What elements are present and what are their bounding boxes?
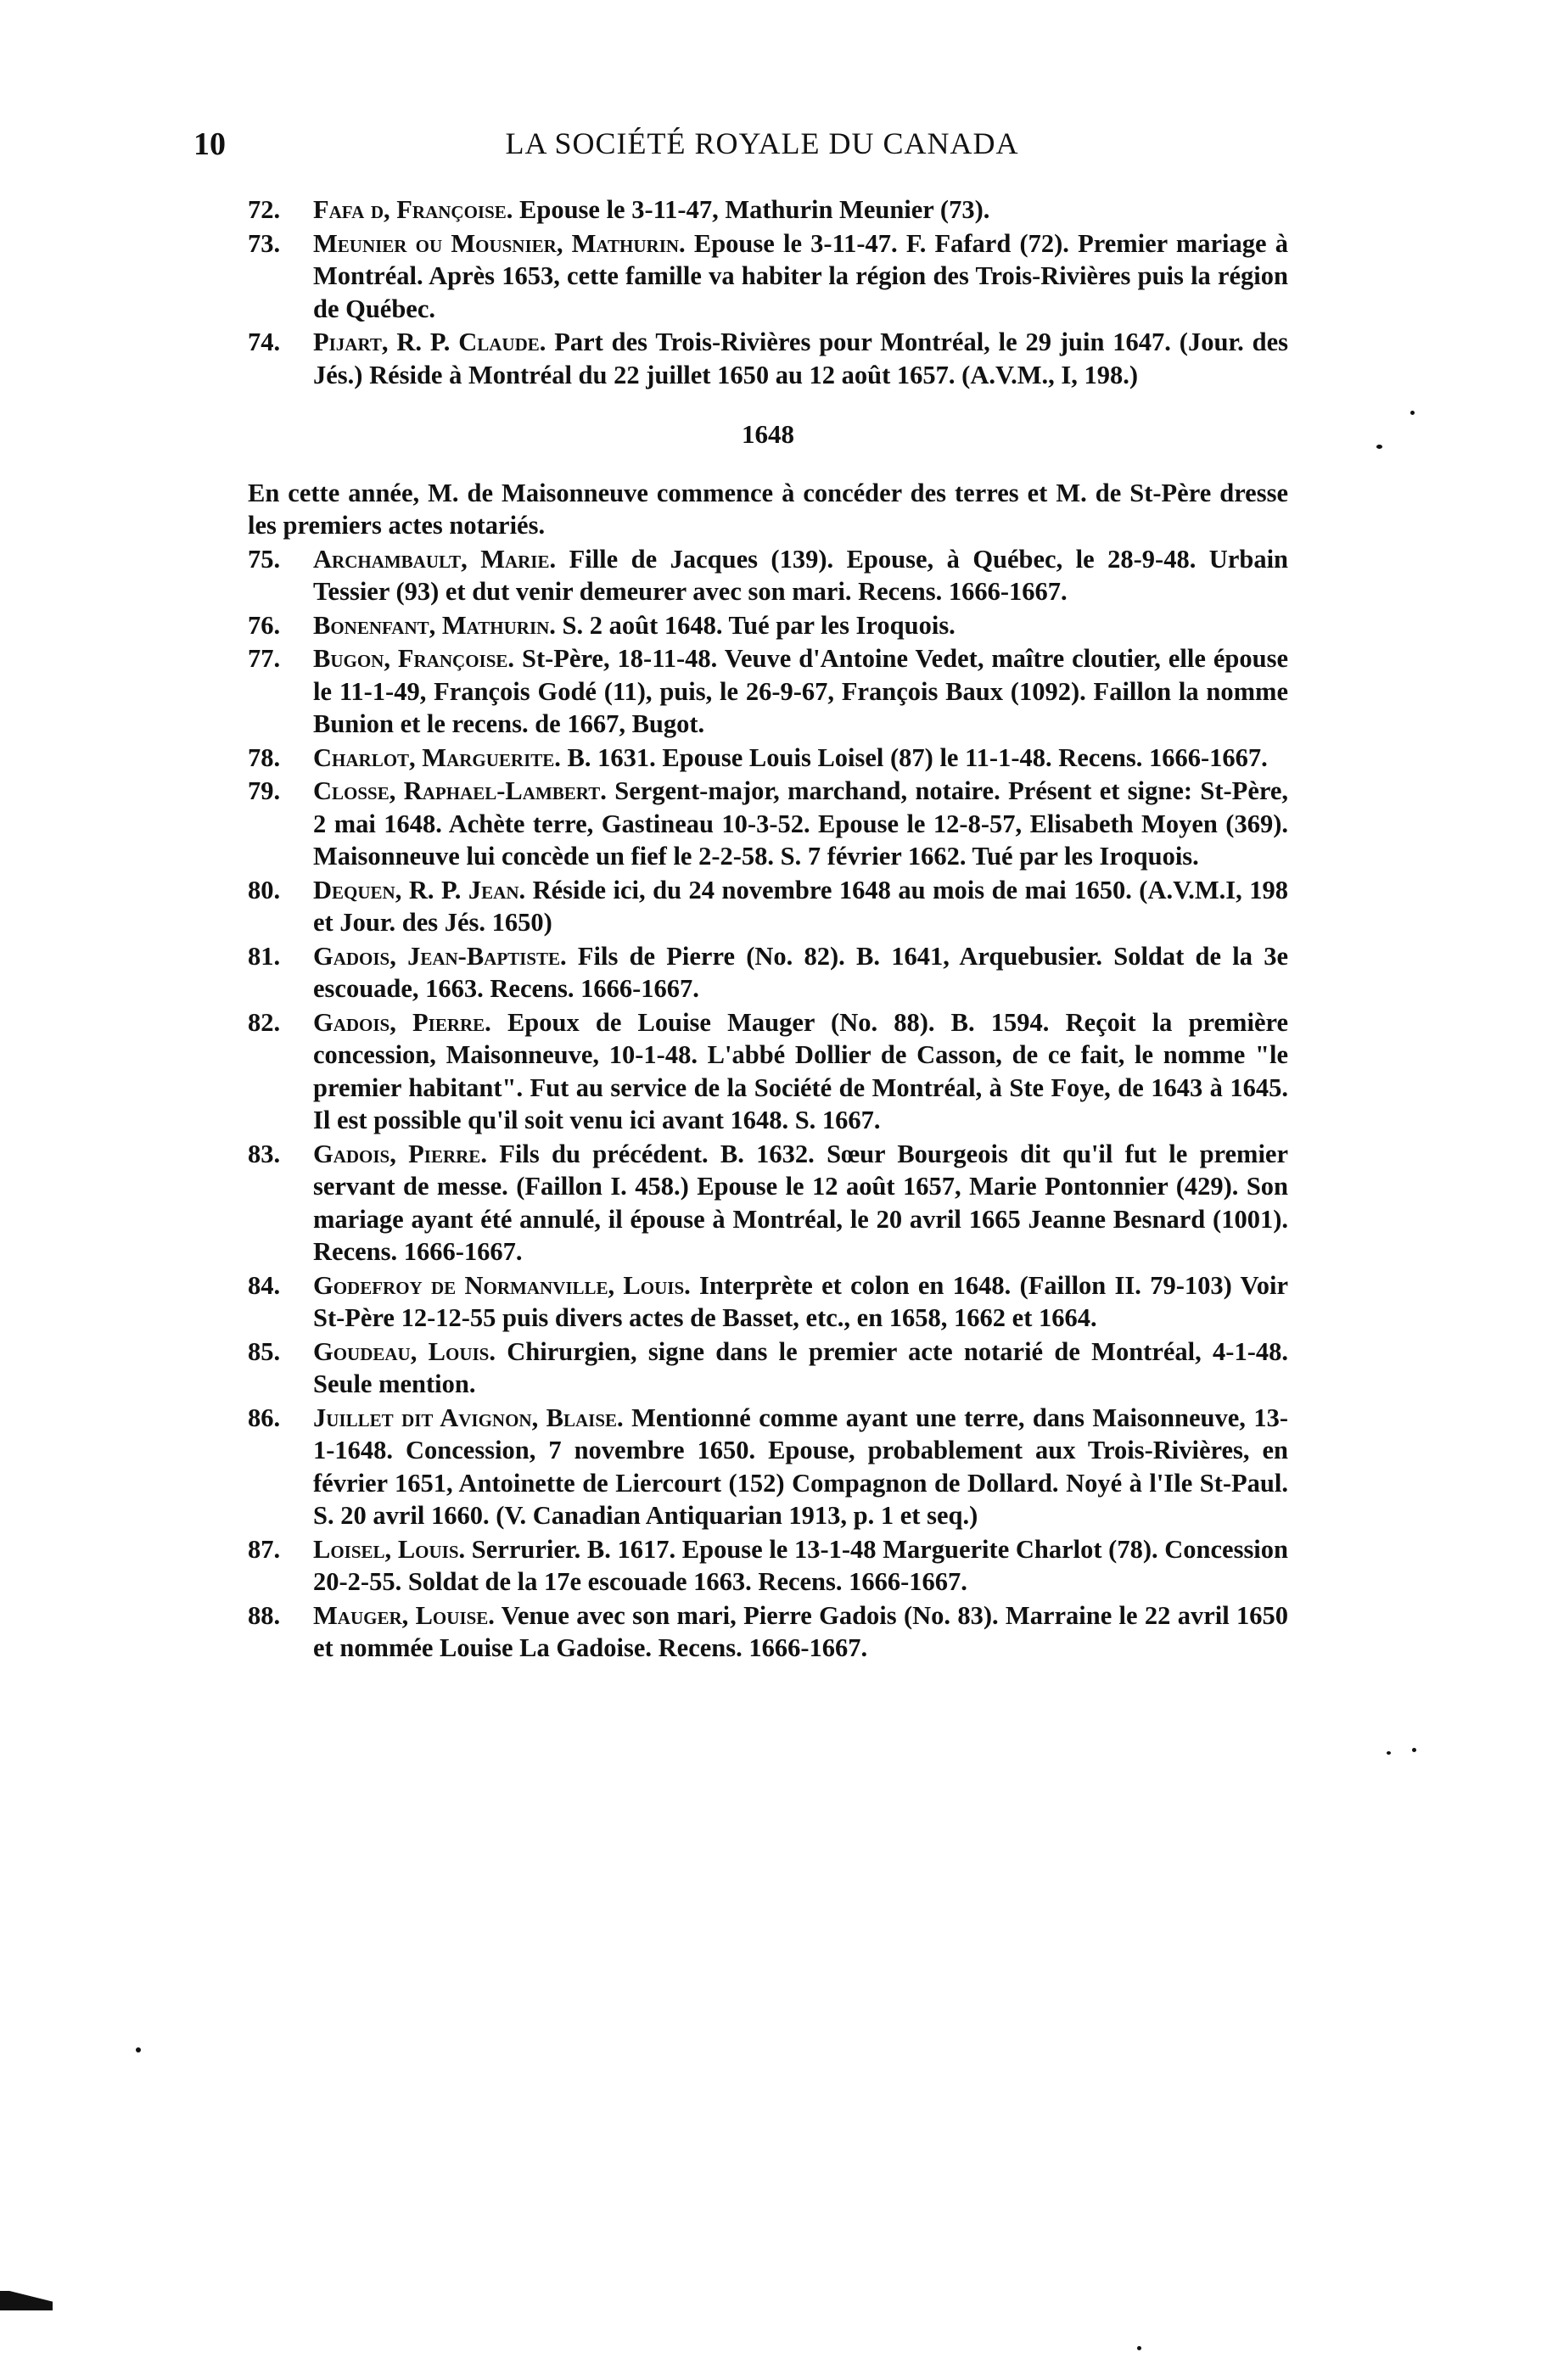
entry-name: Bugon, Françoise.	[313, 644, 515, 673]
scan-speck	[1387, 1751, 1391, 1755]
entry-text: Mentionné comme ayant une terre, dans Maisonneuve, 13-1-1648. Concession, 7 novembre 1650. Epouse, probablement aux Trois-Rivières, en février 1651, Antoinette de Liercourt (152) Compagnon de Dollard. Noyé à l'Ile St-Paul. S. 20 avril 1660. (V. Canadian Antiquarian 1913, p. 1 et seq.)	[313, 1403, 1289, 1530]
entry-number: 88.	[248, 1600, 281, 1630]
entry-number: 75.	[248, 544, 281, 574]
entry-name: Closse, Raphael-Lambert.	[313, 776, 607, 805]
entry-text: St-Père, 18-11-48. Veuve d'Antoine Vedet, maître cloutier, elle épouse le 11-1-49, François Godé (11), puis, le 26-9-67, François Baux (1092). Faillon la nomme Bunion et le recens. de 1667, Bugot.	[313, 644, 1288, 738]
entry-82	[248, 1006, 1288, 1137]
entry-75	[248, 543, 1288, 608]
entry-81	[248, 940, 1288, 1005]
entry-78	[248, 742, 1288, 775]
entry-number: 79.	[248, 776, 281, 805]
entry-name: Gadois, Jean-Baptiste.	[313, 941, 567, 971]
entry-text: Fils du précédent. B. 1632. Sœur Bourgeois dit qu'il fut le premier servant de messe. (Faillon I. 458.) Epouse le 12 août 1657, Marie Pontonnier (429). Son mariage ayant été annulé, il épouse à Montréal, le 20 avril 1665 Jeanne Besnard (1001). Recens. 1666-1667.	[313, 1139, 1289, 1266]
entry-number: 84.	[248, 1270, 281, 1300]
entry-76	[248, 609, 1288, 642]
entry-86	[248, 1402, 1288, 1532]
entry-text: Sergent-major, marchand, notaire. Présent et signe: St-Père, 2 mai 1648. Achète terre, Gastineau 10-3-52. Epouse le 12-8-57, Elisabeth Moyen (369). Maisonneuve lui concède un fief le 2-2-58. S. 7 février 1662. Tué par les Iroquois.	[313, 776, 1289, 871]
entry-text: Fille de Jacques (139). Epouse, à Québec, le 28-9-48. Urbain Tessier (93) et dut venir demeurer avec son mari. Recens. 1666-1667.	[313, 544, 1289, 606]
entry-73	[248, 227, 1288, 326]
entry-85	[248, 1336, 1288, 1401]
entry-name: Archambault, Marie.	[313, 544, 557, 574]
entry-text: B. 1631. Epouse Louis Loisel (87) le 11-1-48. Recens. 1666-1667.	[560, 742, 1268, 772]
scan-speck	[1410, 411, 1415, 415]
page-number: 10	[193, 126, 226, 162]
entry-79	[248, 775, 1288, 873]
entry-text: Venue avec son mari, Pierre Gadois (No. 83). Marraine le 22 avril 1650 et nommée Louise La Gadoise. Recens. 1666-1667.	[313, 1600, 1288, 1662]
entry-name: Juillet dit Avignon, Blaise.	[313, 1403, 624, 1432]
entry-number: 76.	[248, 610, 281, 640]
entry-text: Chirurgien, signe dans le premier acte notarié de Montréal, 4-1-48. Seule mention.	[313, 1336, 1288, 1398]
year-heading: 1648	[742, 419, 794, 449]
entry-88	[248, 1599, 1288, 1665]
entry-number: 77.	[248, 644, 281, 673]
scan-speck	[1376, 445, 1382, 449]
running-title: LA SOCIÉTÉ ROYALE DU CANADA	[505, 126, 1019, 160]
entry-80	[248, 874, 1288, 939]
entry-number: 86.	[248, 1403, 281, 1432]
entry-number: 85.	[248, 1336, 281, 1366]
entry-name: Charlot, Marguerite.	[313, 742, 561, 772]
entry-83	[248, 1138, 1288, 1268]
entry-text: Epouse le 3-11-47. F. Fafard (72). Premier mariage à Montréal. Après 1653, cette famille va habiter la région des Trois-Rivières puis la région de Québec.	[313, 228, 1288, 323]
entry-name: Gadois, Pierre.	[313, 1007, 491, 1037]
entry-number: 81.	[248, 941, 281, 971]
entry-74	[248, 326, 1288, 391]
body-text	[248, 193, 1288, 1666]
entry-72	[248, 193, 1288, 227]
entry-77	[248, 642, 1288, 741]
entry-name: Mauger, Louise.	[313, 1600, 495, 1630]
entry-name: Loisel, Louis.	[313, 1534, 466, 1564]
entry-number: 87.	[248, 1534, 281, 1564]
page-header	[193, 126, 1331, 170]
entry-text: Epoux de Louise Mauger (No. 88). B. 1594. Reçoit la première concession, Maisonneuve, 10-1-48. L'abbé Dollier de Casson, de ce fait, le nomme "le premier habitant". Fut au service de la Société de Montréal, à Ste Foye, de 1643 à 1645. Il est possible qu'il soit venu ici avant 1648. S. 1667.	[313, 1007, 1289, 1134]
scan-speck	[136, 2047, 141, 2052]
entry-text: Réside ici, du 24 novembre 1648 au mois de mai 1650. (A.V.M.I, 198 et Jour. des Jés. 1650)	[313, 875, 1288, 937]
entry-number: 80.	[248, 875, 281, 904]
entry-text: Epouse le 3-11-47, Mathurin Meunier (73).	[513, 195, 990, 224]
entry-number: 74.	[248, 328, 281, 356]
entry-number: 83.	[248, 1139, 281, 1168]
entry-name: Meunier ou Mousnier, Mathurin.	[313, 228, 686, 258]
intro-paragraph: En cette année, M. de Maisonneuve commence à concéder des terres et M. de St-Père dresse les premiers actes notariés.	[248, 478, 1288, 540]
entry-name: Bonenfant, Mathurin.	[313, 610, 556, 640]
entry-87	[248, 1533, 1288, 1599]
entry-text: S. 2 août 1648. Tué par les Iroquois.	[555, 610, 956, 640]
entry-number: 73.	[248, 228, 281, 258]
scan-speck	[1137, 2346, 1141, 2350]
entry-name: Dequen, R. P. Jean.	[313, 875, 526, 904]
entry-84	[248, 1269, 1288, 1335]
entry-name: Fafa d, Françoise.	[313, 195, 513, 224]
entry-text: Interprète et colon en 1648. (Faillon II. 79-103) Voir St-Père 12-12-55 puis divers actes de Basset, etc., en 1658, 1662 et 1664.	[313, 1270, 1288, 1332]
entry-name: Goudeau, Louis.	[313, 1336, 496, 1366]
scan-speck	[1412, 1748, 1416, 1752]
scan-corner-mark	[0, 2291, 53, 2310]
entry-number: 72.	[248, 195, 281, 224]
entry-name: Gadois, Pierre.	[313, 1139, 487, 1168]
entry-number: 78.	[248, 742, 281, 772]
entry-text: Serrurier. B. 1617. Epouse le 13-1-48 Marguerite Charlot (78). Concession 20-2-55. Soldat de la 17e escouade 1663. Recens. 1666-1667.	[313, 1534, 1288, 1596]
entry-name: Godefroy de Normanville, Louis.	[313, 1270, 691, 1300]
entry-text: Part des Trois-Rivières pour Montréal, le 29 juin 1647. (Jour. des Jés.) Réside à Montréal du 22 juillet 1650 au 12 août 1657. (A.V.M., I, 198.)	[313, 328, 1289, 389]
entry-text: Fils de Pierre (No. 82). B. 1641, Arquebusier. Soldat de la 3e escouade, 1663. Recens. 1666-1667.	[313, 941, 1288, 1003]
entry-name: Pijart, R. P. Claude.	[313, 328, 546, 356]
entry-number: 82.	[248, 1007, 281, 1037]
